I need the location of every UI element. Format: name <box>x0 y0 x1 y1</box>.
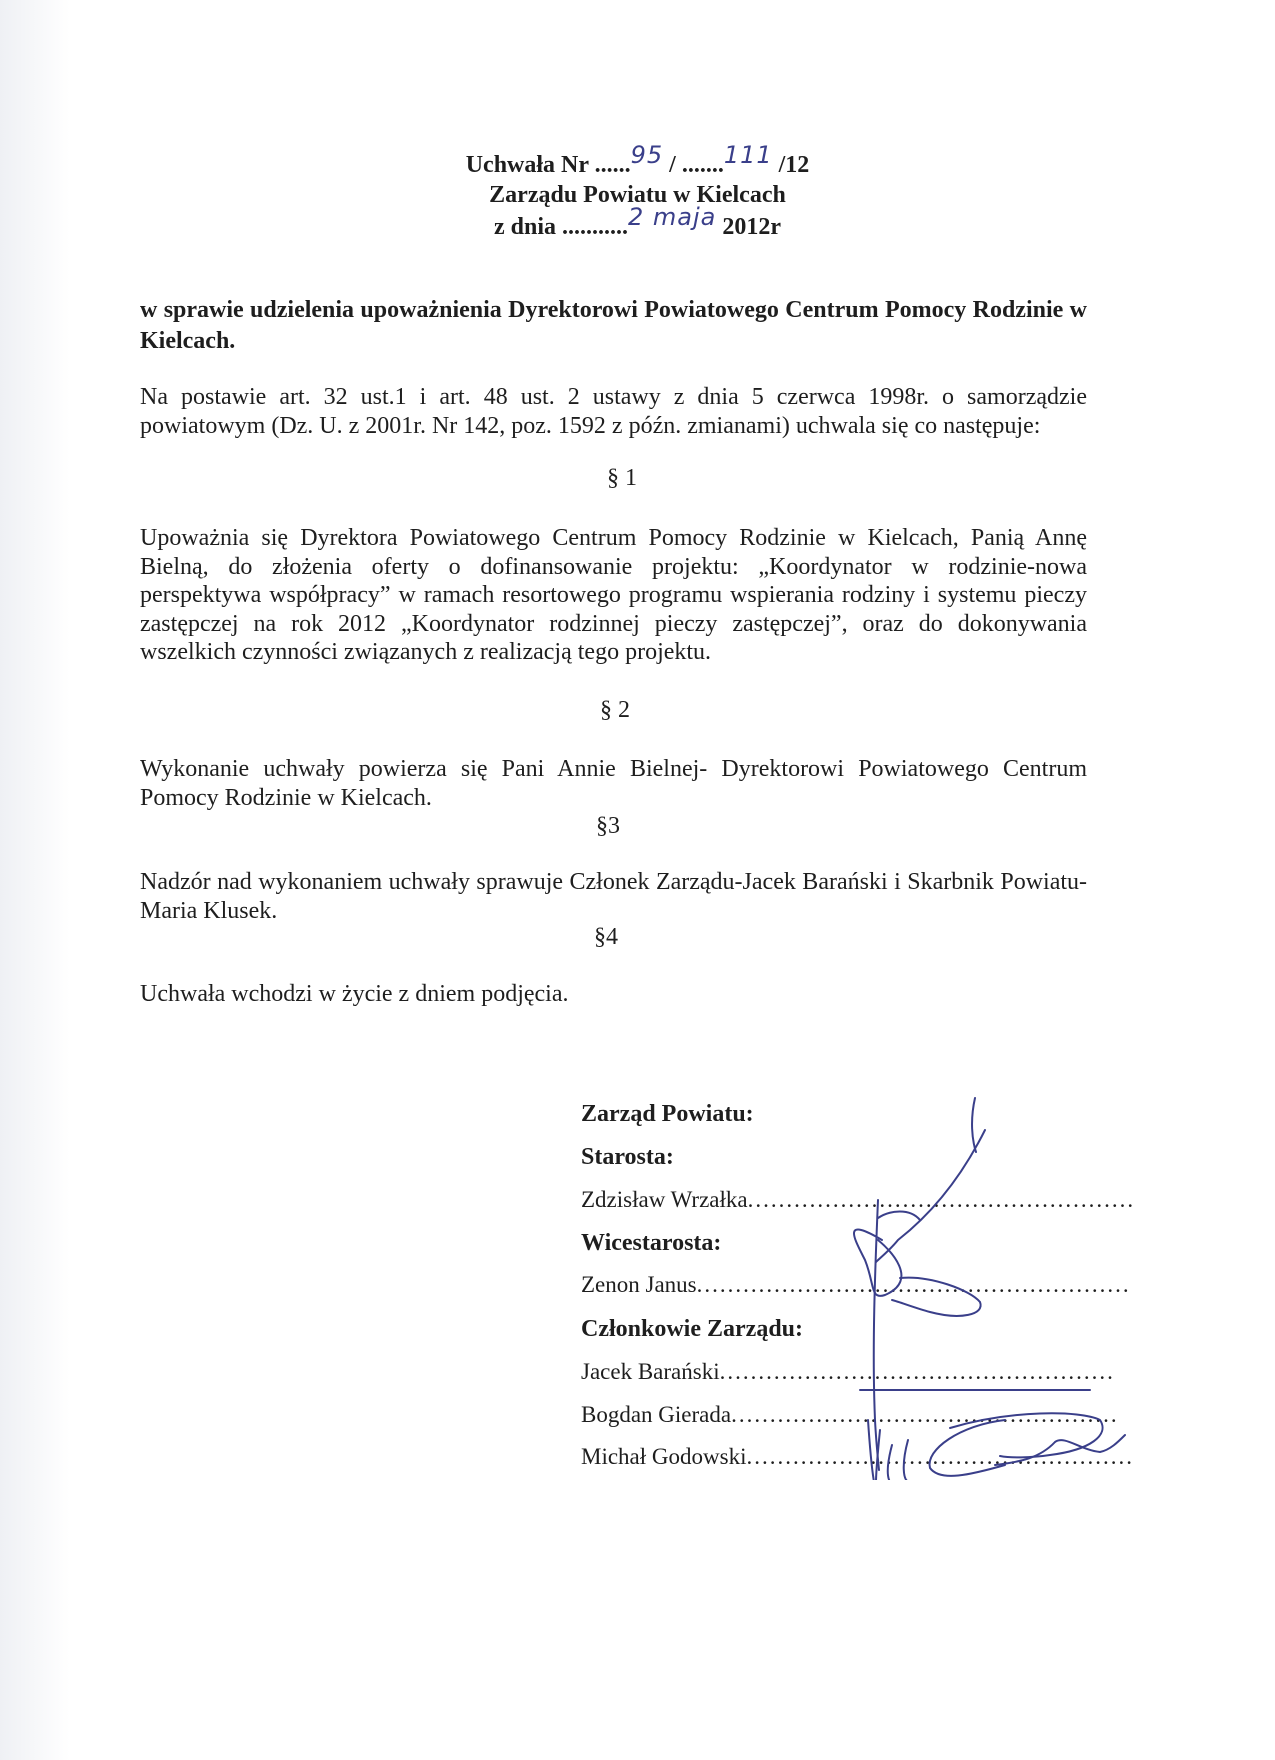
section-heading: §3 <box>596 813 620 839</box>
signature-stroke <box>904 1440 910 1480</box>
signature-line-member: Bogdan Gierada.................................................. <box>581 1402 1119 1427</box>
signature-stroke <box>930 1420 1005 1476</box>
wicestarosta-title: Wicestarosta: <box>581 1230 722 1256</box>
starosta-title: Starosta: <box>581 1144 674 1170</box>
members-title: Członkowie Zarządu: <box>581 1316 803 1342</box>
handwritten-number: 95 <box>630 141 664 169</box>
scan-edge-shadow <box>0 0 70 1760</box>
issuing-body: Zarządu Powiatu w Kielcach <box>489 182 786 208</box>
handwritten-signatures <box>780 1090 1140 1480</box>
signature-line-member: Michał Godowski.................................................. <box>581 1444 1134 1469</box>
section-text: Wykonanie uchwały powierza się Pani Annie Bielnej- Dyrektorowi Powiatowego Centrum Pomocy Rodzinie w Kielcach. <box>140 756 1087 811</box>
signature-line-member: Jacek Barański................................................... <box>581 1359 1115 1384</box>
section-heading: § 1 <box>607 465 637 491</box>
signature-line-wicestarosta: Zenon Janus........................................................ <box>581 1272 1131 1297</box>
resolution-number-line: Uchwała Nr ......95 / .......111 /12 <box>465 141 810 178</box>
signature-stroke <box>892 1278 981 1316</box>
section-text: Nadzór nad wykonaniem uchwały sprawuje Członek Zarządu-Jacek Barański i Skarbnik Powiatu-Maria Klusek. <box>140 869 1087 924</box>
signature-stroke <box>868 1420 874 1480</box>
signature-stroke <box>995 1435 1125 1465</box>
section-heading: § 2 <box>600 697 630 723</box>
signature-stroke <box>878 1212 920 1221</box>
section-heading: §4 <box>594 924 618 950</box>
signature-stroke <box>876 1130 985 1262</box>
section-text: Upoważnia się Dyrektora Powiatowego Centrum Pomocy Rodzinie w Kielcach, Panią Annę Bielną, do złożenia oferty o dofinansowanie projektu: „Koordynator w rodzinie-nowa perspektywa współpracy” w ramach resortowego programu wspierania rodziny i systemu pieczy zastępczej na rok 2012 „Koordynator rodzinnej pieczy zastępczej”, oraz do dokonywania wszelkich czynności związanych z realizacją tego projektu. <box>140 525 1087 665</box>
handwritten-date: 2 maja <box>628 203 717 231</box>
signature-stroke <box>972 1098 976 1152</box>
signature-stroke <box>888 1445 892 1480</box>
signature-stroke <box>950 1413 1103 1457</box>
handwritten-roman-number: 111 <box>723 141 773 169</box>
signature-stroke <box>854 1230 901 1296</box>
board-title: Zarząd Powiatu: <box>581 1101 754 1127</box>
resolution-subject: w sprawie udzielenia upoważnienia Dyrektorowi Powiatowego Centrum Pomocy Rodzinie w Kielcach. <box>140 297 1087 354</box>
section-text: Uchwała wchodzi w życie z dniem podjęcia. <box>140 981 569 1007</box>
legal-basis: Na postawie art. 32 ust.1 i art. 48 ust. 2 ustawy z dnia 5 czerwca 1998r. o samorządzie powiatowym (Dz. U. z 2001r. Nr 142, poz. 1592 z późn. zmianami) uchwala się co następuje: <box>140 384 1087 439</box>
resolution-date-line: z dnia ...........2 maja 2012r <box>493 203 782 240</box>
signature-line-starosta: Zdzisław Wrzałka.................................................. <box>581 1187 1136 1212</box>
